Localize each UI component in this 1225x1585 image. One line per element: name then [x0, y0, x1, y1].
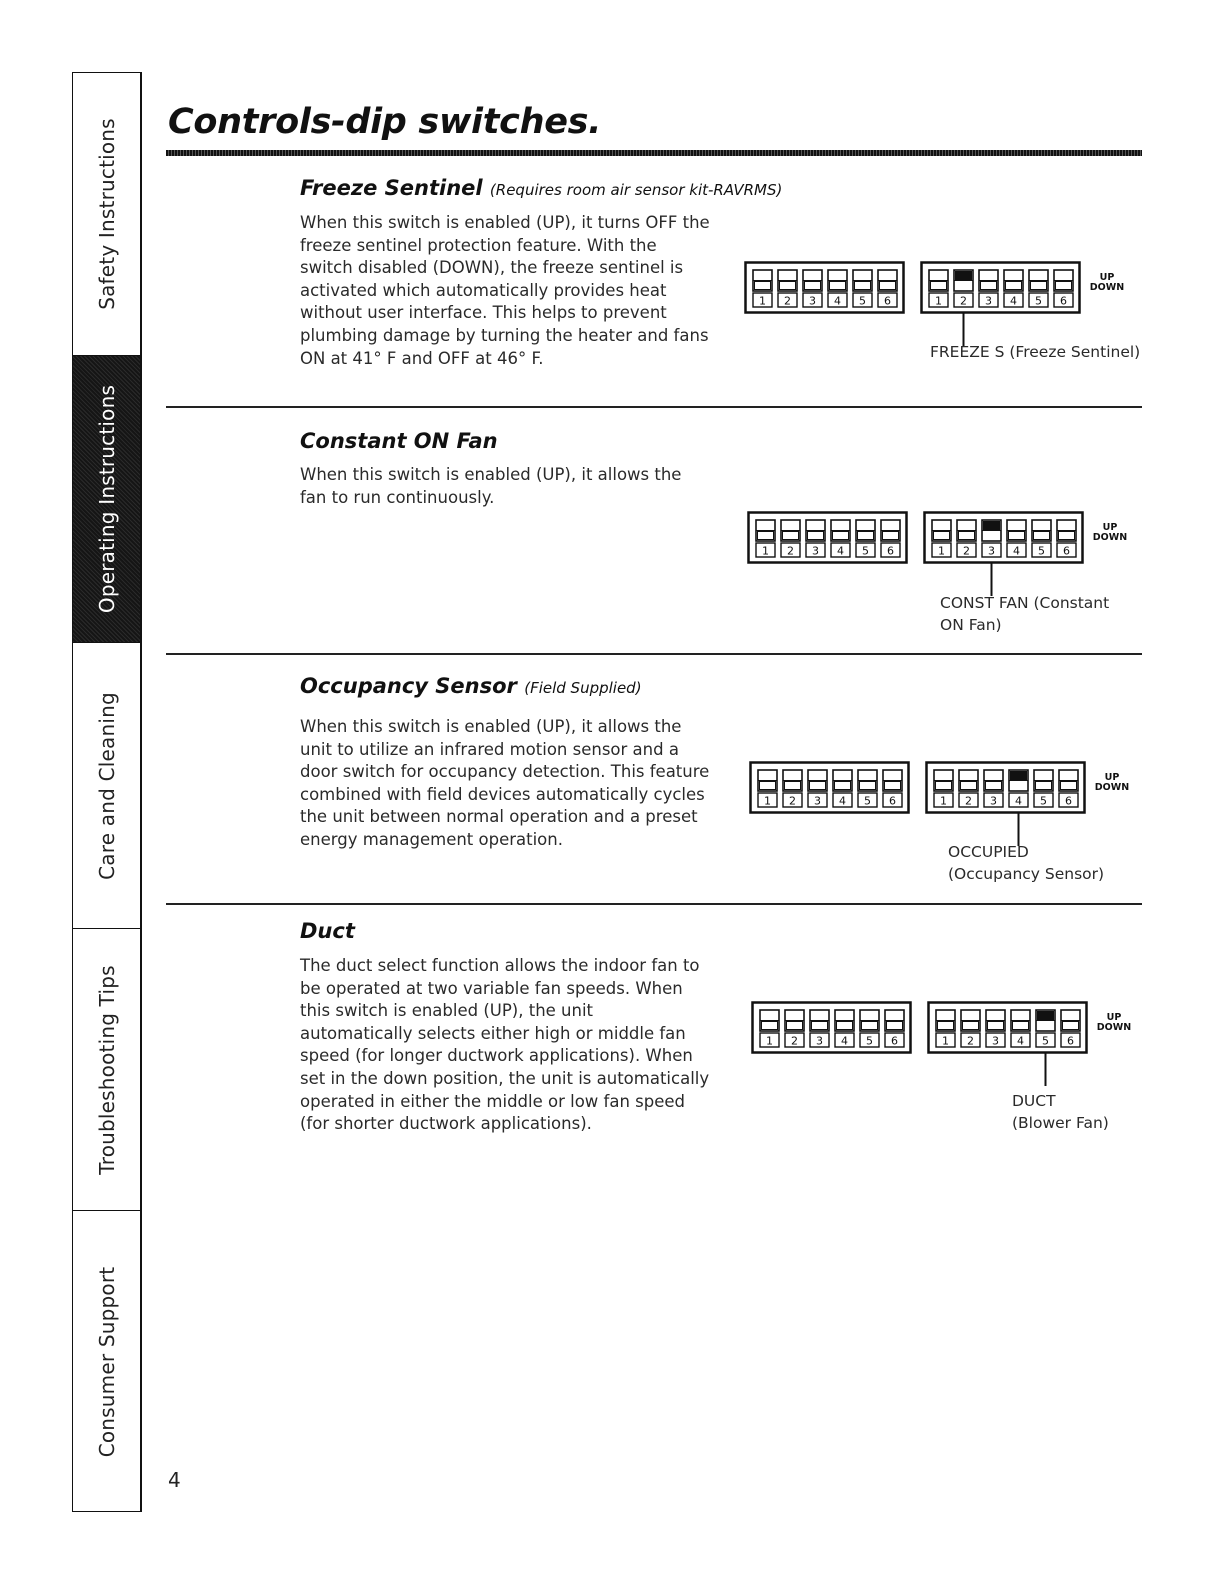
section-title: Occupancy Sensor [300, 674, 517, 698]
dip-switch-5 [856, 520, 875, 558]
dip-switch-number: 4 [1017, 1034, 1024, 1048]
section-heading [300, 674, 642, 698]
dip-switch-number: 6 [1065, 794, 1072, 808]
dip-switch-number: 3 [992, 1034, 999, 1048]
dip-lever-down [810, 782, 826, 790]
dip-switch-number: 5 [859, 294, 866, 308]
dip-switch-4 [835, 1010, 854, 1048]
dip-switch-number: 3 [985, 294, 992, 308]
dip-switch-3 [806, 520, 825, 558]
dip-switch-3 [803, 270, 822, 308]
dip-switch-number: 6 [891, 1034, 898, 1048]
dip-switch-1 [760, 1010, 779, 1048]
dip-switch-3 [979, 270, 998, 308]
dip-lever-down [755, 282, 771, 290]
dip-switch-5 [1032, 520, 1051, 558]
dip-lever-down [981, 282, 997, 290]
section-body: When this switch is enabled (UP), it allows the unit to utilize an infrared motion sensor and a door switch for occupancy detection. This feature combined with field devices automatically cycles the unit between normal operation and a preset energy management operation. [300, 717, 710, 849]
tab-operating-instructions-label: Operating Instructions [94, 384, 119, 614]
dip-switch-1 [756, 520, 775, 558]
dip-switch-number: 3 [990, 794, 997, 808]
dip-lever-down [862, 1022, 878, 1030]
dip-lever-down [1063, 1022, 1079, 1030]
dip-switch-6 [1061, 1010, 1080, 1048]
dip-switch-number: 6 [884, 294, 891, 308]
dip-switch-number: 2 [789, 794, 796, 808]
dip-switch-number: 1 [762, 544, 769, 558]
title-divider [166, 150, 1142, 156]
page-number: 4 [168, 1468, 181, 1492]
dip-switch-number: 5 [1038, 544, 1045, 558]
dip-lever-down [837, 1022, 853, 1030]
switch-callout-label [930, 341, 1140, 363]
dip-lever-down [760, 782, 776, 790]
dip-switch-svg [752, 1002, 1136, 1092]
dip-switch-3 [982, 520, 1001, 558]
section-note: (Requires room air sensor kit-RAVRMS) [489, 181, 783, 199]
dip-bank-default [746, 263, 904, 313]
dip-switch-3 [986, 1010, 1005, 1048]
dip-lever-down [1056, 282, 1072, 290]
dip-switch-2 [961, 1010, 980, 1048]
dip-switch-5 [853, 270, 872, 308]
dip-switch-4 [1009, 770, 1028, 808]
dip-switch-4 [828, 270, 847, 308]
dip-switch-number: 6 [1060, 294, 1067, 308]
tab-safety-instructions[interactable] [73, 73, 140, 356]
dip-lever-down [855, 282, 871, 290]
up-label: UP [1104, 772, 1120, 783]
tab-consumer-support[interactable] [73, 1211, 140, 1513]
callout-line: CONST FAN (Constant [940, 594, 1110, 612]
dip-lever-down [805, 282, 821, 290]
section-heading [300, 429, 498, 453]
dip-switch-number: 4 [1013, 544, 1020, 558]
dip-lever-down [1061, 782, 1077, 790]
section-title: Freeze Sentinel [300, 176, 483, 200]
dip-switch-number: 5 [1042, 1034, 1049, 1048]
dip-switch-6 [881, 520, 900, 558]
dip-switch-number: 1 [938, 544, 945, 558]
dip-switch-diagram [748, 512, 1132, 602]
dip-bank-selected [927, 763, 1130, 847]
tab-consumer-support-label: Consumer Support [94, 1266, 119, 1458]
dip-bank-default [753, 1003, 911, 1053]
dip-switch-number: 5 [864, 794, 871, 808]
switch-callout-label [1012, 1090, 1109, 1134]
dip-lever-down [787, 1022, 803, 1030]
switch-callout-label [940, 592, 1109, 636]
dip-switch-number: 4 [837, 544, 844, 558]
dip-lever-down [808, 532, 824, 540]
dip-switch-2 [778, 270, 797, 308]
dip-switch-number: 5 [1040, 794, 1047, 808]
dip-lever-down [883, 532, 899, 540]
dip-switch-number: 2 [791, 1034, 798, 1048]
dip-switch-6 [878, 270, 897, 308]
dip-switch-number: 4 [1015, 794, 1022, 808]
dip-lever-down [830, 282, 846, 290]
dip-lever-down [835, 782, 851, 790]
dip-bank-default [751, 763, 909, 813]
dip-lever-down [1006, 282, 1022, 290]
dip-switch-4 [1004, 270, 1023, 308]
dip-switch-number: 5 [862, 544, 869, 558]
dip-switch-number: 1 [764, 794, 771, 808]
up-label: UP [1106, 1012, 1122, 1023]
dip-lever-down [887, 1022, 903, 1030]
dip-switch-3 [810, 1010, 829, 1048]
dip-switch-number: 4 [1010, 294, 1017, 308]
dip-switch-2 [783, 770, 802, 808]
dip-switch-number: 1 [940, 794, 947, 808]
dip-lever-down [988, 1022, 1004, 1030]
dip-switch-svg [750, 762, 1134, 852]
callout-line: ON Fan) [940, 616, 1002, 634]
dip-switch-number: 5 [866, 1034, 873, 1048]
dip-switch-diagram [745, 262, 1129, 352]
section-body: When this switch is enabled (UP), it turns OFF the freeze sentinel protection feature. With the switch disabled (DOWN), the freeze sentinel is activated which automatically provides heat without user interface. This helps to prevent plumbing damage by turning the heater and fans ON at 41° F and OFF at 46° F. [300, 213, 710, 368]
dip-switch-1 [934, 770, 953, 808]
dip-switch-number: 3 [816, 1034, 823, 1048]
section-divider [166, 653, 1142, 655]
dip-switch-5 [1029, 270, 1048, 308]
callout-line: (Occupancy Sensor) [948, 865, 1105, 883]
dip-switch-number: 1 [935, 294, 942, 308]
dip-lever-down [1059, 532, 1075, 540]
dip-switch-number: 2 [784, 294, 791, 308]
dip-switch-2 [781, 520, 800, 558]
dip-lever-up [984, 522, 1000, 530]
page-title: Controls-dip switches. [168, 102, 602, 142]
dip-lever-down [780, 282, 796, 290]
dip-switch-5 [858, 770, 877, 808]
dip-lever-down [1031, 282, 1047, 290]
dip-lever-down [1009, 532, 1025, 540]
dip-bank-selected [929, 1003, 1132, 1087]
dip-lever-down [934, 532, 950, 540]
callout-line: OCCUPIED [948, 843, 1029, 861]
dip-switch-number: 6 [1063, 544, 1070, 558]
dip-switch-4 [831, 520, 850, 558]
dip-switch-5 [860, 1010, 879, 1048]
dip-lever-down [885, 782, 901, 790]
dip-lever-up [956, 272, 972, 280]
dip-switch-svg [745, 262, 1129, 352]
dip-switch-1 [929, 270, 948, 308]
dip-bank-default [749, 513, 907, 563]
dip-bank-selected [925, 513, 1128, 597]
dip-lever-down [812, 1022, 828, 1030]
dip-lever-down [959, 532, 975, 540]
dip-switch-1 [932, 520, 951, 558]
callout-line: FREEZE S (Freeze Sentinel) [930, 343, 1141, 361]
dip-switch-number: 5 [1035, 294, 1042, 308]
tab-operating-instructions[interactable] [73, 356, 140, 643]
dip-switch-number: 6 [887, 544, 894, 558]
dip-switch-number: 2 [963, 544, 970, 558]
section-note: (Field Supplied) [524, 679, 642, 697]
dip-lever-down [785, 782, 801, 790]
section-divider [166, 903, 1142, 905]
down-label: DOWN [1094, 782, 1130, 793]
dip-lever-down [762, 1022, 778, 1030]
dip-lever-down [833, 532, 849, 540]
dip-lever-down [858, 532, 874, 540]
dip-switch-5 [1036, 1010, 1055, 1048]
dip-switch-number: 2 [787, 544, 794, 558]
dip-lever-down [986, 782, 1002, 790]
section-divider [166, 406, 1142, 408]
dip-switch-number: 6 [889, 794, 896, 808]
tab-troubleshooting-tips[interactable] [73, 929, 140, 1211]
dip-switch-diagram [750, 762, 1134, 852]
section-body: The duct select function allows the indoor fan to be operated at two variable fan speeds. When this switch is enabled (UP), the unit automatically selects either high or middle fan speed (for longer ductwork applications). When set in the down position, the unit is automatically operated in either the middle or low fan speed (for shorter ductwork applications). [300, 956, 710, 1134]
dip-switch-2 [954, 270, 973, 308]
section-body: When this switch is enabled (UP), it allows the fan to run continuously. [300, 465, 682, 507]
dip-switch-1 [936, 1010, 955, 1048]
dip-switch-3 [808, 770, 827, 808]
down-label: DOWN [1089, 282, 1125, 293]
section-title: Duct [300, 919, 355, 943]
up-label: UP [1099, 272, 1115, 283]
tab-troubleshooting-tips-label: Troubleshooting Tips [94, 964, 119, 1175]
dip-switch-6 [1057, 520, 1076, 558]
dip-lever-down [931, 282, 947, 290]
down-label: DOWN [1092, 532, 1128, 543]
tab-care-and-cleaning[interactable] [73, 643, 140, 929]
dip-lever-up [1038, 1012, 1054, 1020]
dip-switch-number: 3 [812, 544, 819, 558]
dip-switch-6 [885, 1010, 904, 1048]
down-label: DOWN [1096, 1022, 1132, 1033]
dip-switch-number: 2 [965, 794, 972, 808]
switch-callout-label [948, 841, 1104, 885]
dip-switch-number: 4 [834, 294, 841, 308]
dip-switch-diagram [752, 1002, 1136, 1092]
dip-switch-2 [957, 520, 976, 558]
dip-lever-up [1011, 772, 1027, 780]
dip-switch-number: 3 [988, 544, 995, 558]
dip-lever-down [860, 782, 876, 790]
dip-switch-4 [1011, 1010, 1030, 1048]
dip-lever-down [936, 782, 952, 790]
dip-switch-number: 3 [814, 794, 821, 808]
dip-switch-number: 2 [960, 294, 967, 308]
dip-switch-2 [959, 770, 978, 808]
callout-line: (Blower Fan) [1012, 1114, 1109, 1132]
dip-switch-6 [1054, 270, 1073, 308]
dip-switch-number: 1 [766, 1034, 773, 1048]
section-heading [300, 919, 355, 943]
dip-lever-down [963, 1022, 979, 1030]
dip-switch-number: 4 [839, 794, 846, 808]
dip-lever-down [938, 1022, 954, 1030]
dip-switch-number: 2 [967, 1034, 974, 1048]
dip-bank-selected [922, 263, 1125, 347]
dip-switch-4 [833, 770, 852, 808]
dip-switch-1 [758, 770, 777, 808]
side-nav [72, 72, 142, 1512]
callout-line: DUCT [1012, 1092, 1056, 1110]
dip-lever-down [1013, 1022, 1029, 1030]
up-label: UP [1102, 522, 1118, 533]
dip-lever-down [783, 532, 799, 540]
dip-switch-6 [883, 770, 902, 808]
tab-safety-instructions-label: Safety Instructions [94, 118, 119, 310]
dip-switch-number: 1 [942, 1034, 949, 1048]
dip-switch-4 [1007, 520, 1026, 558]
dip-switch-6 [1059, 770, 1078, 808]
dip-switch-5 [1034, 770, 1053, 808]
dip-switch-3 [984, 770, 1003, 808]
dip-switch-number: 4 [841, 1034, 848, 1048]
dip-lever-down [880, 282, 896, 290]
dip-switch-number: 3 [809, 294, 816, 308]
tab-care-and-cleaning-label: Care and Cleaning [94, 691, 119, 880]
dip-lever-down [1034, 532, 1050, 540]
section-heading [300, 176, 782, 200]
section-title: Constant ON Fan [300, 429, 498, 453]
dip-lever-down [1036, 782, 1052, 790]
dip-switch-number: 6 [1067, 1034, 1074, 1048]
dip-lever-down [961, 782, 977, 790]
dip-switch-2 [785, 1010, 804, 1048]
dip-switch-1 [753, 270, 772, 308]
dip-switch-number: 1 [759, 294, 766, 308]
dip-switch-svg [748, 512, 1132, 602]
dip-lever-down [758, 532, 774, 540]
